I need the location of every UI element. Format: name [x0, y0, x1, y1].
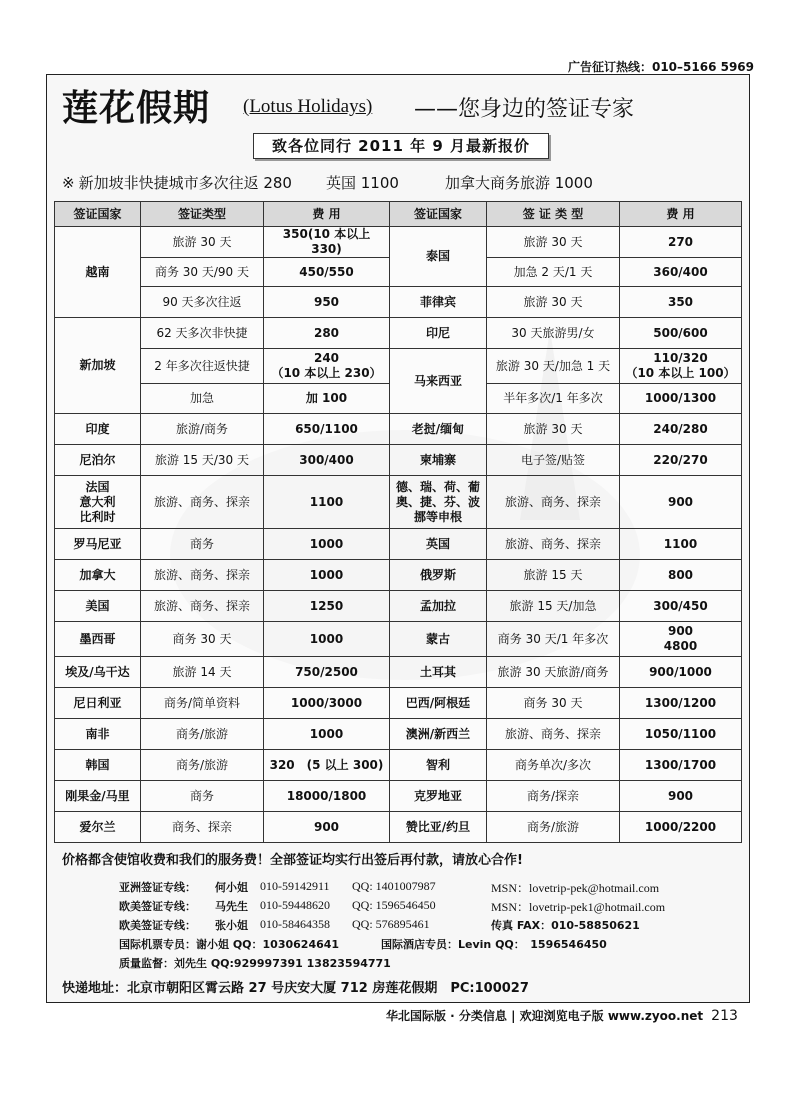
type-cell: 商务 30 天	[487, 688, 620, 719]
type-cell: 商务 30 天	[141, 622, 264, 657]
fee-cell: 加 100	[264, 384, 390, 414]
country-cell: 爱尔兰	[55, 812, 141, 843]
ticket-agent: 国际机票专员：谢小姐 QQ：1030624641	[119, 938, 340, 951]
fee-cell: 350(10 本以上 330)	[264, 227, 390, 258]
fee-cell: 900 4800	[620, 622, 742, 657]
type-cell: 加急	[141, 384, 264, 414]
type-cell: 商务 30 天/1 年多次	[487, 622, 620, 657]
contact-msn: MSN：lovetrip-pek1@hotmail.com	[491, 900, 666, 914]
table-row	[55, 657, 742, 688]
brand-english-name: (Lotus Holidays)	[243, 96, 373, 117]
type-cell: 旅游 30 天	[487, 287, 620, 318]
country-cell: 尼日利亚	[55, 688, 141, 719]
type-cell: 30 天旅游男/女	[487, 318, 620, 349]
country-cell: 新加坡	[55, 318, 141, 414]
country-cell: 智利	[390, 750, 487, 781]
type-cell: 旅游 30 天/加急 1 天	[487, 349, 620, 384]
fee-cell: 750/2500	[264, 657, 390, 688]
fee-cell: 1000	[264, 529, 390, 560]
hotel-agent: 国际酒店专员：Levin QQ： 1596546450	[381, 938, 607, 951]
country-cell: 埃及/乌干达	[55, 657, 141, 688]
country-cell: 蒙古	[390, 622, 487, 657]
table-row	[55, 719, 742, 750]
column-header: 签证类型	[141, 202, 264, 227]
table-row	[55, 287, 742, 318]
column-header: 签证国家	[390, 202, 487, 227]
contact-name: 马先生	[215, 900, 248, 913]
contact-qq: QQ: 1596546450	[352, 898, 436, 912]
country-cell: 老挝/缅甸	[390, 414, 487, 445]
fee-cell: 900	[264, 812, 390, 843]
table-row	[55, 622, 742, 657]
country-cell: 俄罗斯	[390, 560, 487, 591]
fee-cell: 1250	[264, 591, 390, 622]
ad-hotline: 广告征订热线：010–5166 5969	[567, 60, 754, 74]
table-header-row	[55, 202, 742, 227]
contact-label: 欧美签证专线：	[119, 900, 196, 913]
table-row	[55, 349, 742, 384]
courier-address: 快递地址：北京市朝阳区霄云路 27 号庆安大厦 712 房莲花假期 PC:100027	[62, 981, 529, 996]
type-cell: 商务、探亲	[141, 812, 264, 843]
country-cell: 澳洲/新西兰	[390, 719, 487, 750]
fee-cell: 1000/1300	[620, 384, 742, 414]
fee-cell: 280	[264, 318, 390, 349]
fee-cell: 1100	[620, 529, 742, 560]
type-cell: 旅游 15 天/加急	[487, 591, 620, 622]
footer-text: 华北国际版 · 分类信息 | 欢迎浏览电子版 www.zyoo.net	[386, 1009, 704, 1023]
country-cell: 韩国	[55, 750, 141, 781]
type-cell: 62 天多次非快捷	[141, 318, 264, 349]
fee-cell: 1050/1100	[620, 719, 742, 750]
type-cell: 商务	[141, 781, 264, 812]
fee-cell: 240 （10 本以上 230）	[264, 349, 390, 384]
country-cell: 土耳其	[390, 657, 487, 688]
promo-uk: 英国 1100	[325, 174, 399, 192]
contact-phone: 010-59142911	[260, 879, 330, 893]
fee-cell: 500/600	[620, 318, 742, 349]
fee-cell: 300/400	[264, 445, 390, 476]
type-cell: 商务/简单资料	[141, 688, 264, 719]
fee-cell: 300/450	[620, 591, 742, 622]
type-cell: 商务	[141, 529, 264, 560]
country-cell: 印尼	[390, 318, 487, 349]
fee-cell: 1300/1200	[620, 688, 742, 719]
type-cell: 商务 30 天/90 天	[141, 258, 264, 287]
country-cell: 马来西亚	[390, 349, 487, 414]
type-cell: 旅游、商务、探亲	[487, 529, 620, 560]
type-cell: 旅游 30 天旅游/商务	[487, 657, 620, 688]
contact-name: 何小姐	[215, 881, 248, 894]
fee-cell: 360/400	[620, 258, 742, 287]
table-row	[55, 812, 742, 843]
contact-phone: 010-59448620	[260, 898, 330, 912]
fee-cell: 950	[264, 287, 390, 318]
table-row	[55, 591, 742, 622]
fee-cell: 220/270	[620, 445, 742, 476]
table-row	[55, 414, 742, 445]
country-cell: 罗马尼亚	[55, 529, 141, 560]
fee-cell: 350	[620, 287, 742, 318]
country-cell: 菲律宾	[390, 287, 487, 318]
reference-mark: ※	[62, 174, 75, 192]
fee-cell: 1100	[264, 476, 390, 529]
country-cell: 法国 意大利 比利时	[55, 476, 141, 529]
country-cell: 巴西/阿根廷	[390, 688, 487, 719]
country-cell: 泰国	[390, 227, 487, 287]
fee-cell: 900	[620, 476, 742, 529]
table-row	[55, 476, 742, 529]
type-cell: 旅游、商务、探亲	[141, 560, 264, 591]
fee-cell: 240/280	[620, 414, 742, 445]
type-cell: 电子签/贴签	[487, 445, 620, 476]
fee-cell: 1300/1700	[620, 750, 742, 781]
contact-fax: 传真 FAX：010-58850621	[491, 919, 640, 932]
type-cell: 商务/旅游	[141, 750, 264, 781]
fee-cell: 800	[620, 560, 742, 591]
fee-cell: 110/320 （10 本以上 100）	[620, 349, 742, 384]
type-cell: 旅游、商务、探亲	[141, 476, 264, 529]
country-cell: 克罗地亚	[390, 781, 487, 812]
contact-phone: 010-58464358	[260, 917, 330, 931]
column-header: 费 用	[620, 202, 742, 227]
brand-name: 莲花假期	[62, 87, 211, 129]
contact-name: 张小姐	[215, 919, 248, 932]
column-header: 签 证 类 型	[487, 202, 620, 227]
page-footer	[386, 1007, 738, 1024]
country-cell: 刚果金/马里	[55, 781, 141, 812]
type-cell: 商务/旅游	[487, 812, 620, 843]
type-cell: 旅游、商务、探亲	[487, 719, 620, 750]
table-row	[55, 445, 742, 476]
table-row	[55, 560, 742, 591]
type-cell: 半年多次/1 年多次	[487, 384, 620, 414]
quality-supervisor: 质量监督：刘先生 QQ:929997391 13823594771	[119, 957, 391, 970]
fee-cell: 1000	[264, 560, 390, 591]
country-cell: 德、瑞、荷、葡 奥、捷、芬、波 挪等申根	[390, 476, 487, 529]
contact-qq: QQ: 576895461	[352, 917, 430, 931]
table-row	[55, 318, 742, 349]
fee-cell: 900/1000	[620, 657, 742, 688]
fee-cell: 1000	[264, 622, 390, 657]
type-cell: 2 年多次往返快捷	[141, 349, 264, 384]
fee-cell: 900	[620, 781, 742, 812]
column-header: 签证国家	[55, 202, 141, 227]
fee-cell: 270	[620, 227, 742, 258]
promo-line	[62, 172, 627, 193]
fee-cell: 1000/2200	[620, 812, 742, 843]
type-cell: 旅游 14 天	[141, 657, 264, 688]
fee-cell: 1000/3000	[264, 688, 390, 719]
column-header: 费 用	[264, 202, 390, 227]
country-cell: 孟加拉	[390, 591, 487, 622]
type-cell: 商务单次/多次	[487, 750, 620, 781]
price-list-title: 致各位同行 2011 年 9 月最新报价	[253, 133, 549, 159]
country-cell: 印度	[55, 414, 141, 445]
country-cell: 墨西哥	[55, 622, 141, 657]
fee-cell: 650/1100	[264, 414, 390, 445]
fee-cell: 450/550	[264, 258, 390, 287]
type-cell: 加急 2 天/1 天	[487, 258, 620, 287]
country-cell: 柬埔寨	[390, 445, 487, 476]
type-cell: 旅游/商务	[141, 414, 264, 445]
table-row	[55, 227, 742, 258]
country-cell: 美国	[55, 591, 141, 622]
type-cell: 旅游 30 天	[141, 227, 264, 258]
contact-msn: MSN：lovetrip-pek@hotmail.com	[491, 881, 660, 895]
contact-label: 欧美签证专线：	[119, 919, 196, 932]
table-row	[55, 529, 742, 560]
promo-canada: 加拿大商务旅游 1000	[444, 174, 593, 192]
country-cell: 南非	[55, 719, 141, 750]
type-cell: 商务/旅游	[141, 719, 264, 750]
type-cell: 旅游 30 天	[487, 227, 620, 258]
table-row	[55, 750, 742, 781]
payment-note: 价格都含使馆收费和我们的服务费！全部签证均实行出签后再付款，请放心合作!	[62, 853, 523, 868]
visa-price-table	[54, 201, 742, 843]
page-number: 213	[711, 1008, 738, 1024]
contact-label: 亚洲签证专线：	[119, 881, 196, 894]
type-cell: 旅游 15 天/30 天	[141, 445, 264, 476]
table-row	[55, 781, 742, 812]
type-cell: 旅游 30 天	[487, 414, 620, 445]
fee-cell: 18000/1800	[264, 781, 390, 812]
type-cell: 旅游、商务、探亲	[487, 476, 620, 529]
fee-cell: 1000	[264, 719, 390, 750]
country-cell: 越南	[55, 227, 141, 318]
country-cell: 尼泊尔	[55, 445, 141, 476]
type-cell: 旅游、商务、探亲	[141, 591, 264, 622]
slogan: ——您身边的签证专家	[414, 97, 635, 122]
type-cell: 旅游 15 天	[487, 560, 620, 591]
type-cell: 90 天多次往返	[141, 287, 264, 318]
table-row	[55, 688, 742, 719]
country-cell: 加拿大	[55, 560, 141, 591]
promo-singapore: 新加坡非快捷城市多次往返 280	[78, 174, 292, 192]
country-cell: 英国	[390, 529, 487, 560]
fee-cell: 320 (5 以上 300)	[264, 750, 390, 781]
contact-qq: QQ: 1401007987	[352, 879, 436, 893]
country-cell: 赞比亚/约旦	[390, 812, 487, 843]
type-cell: 商务/探亲	[487, 781, 620, 812]
